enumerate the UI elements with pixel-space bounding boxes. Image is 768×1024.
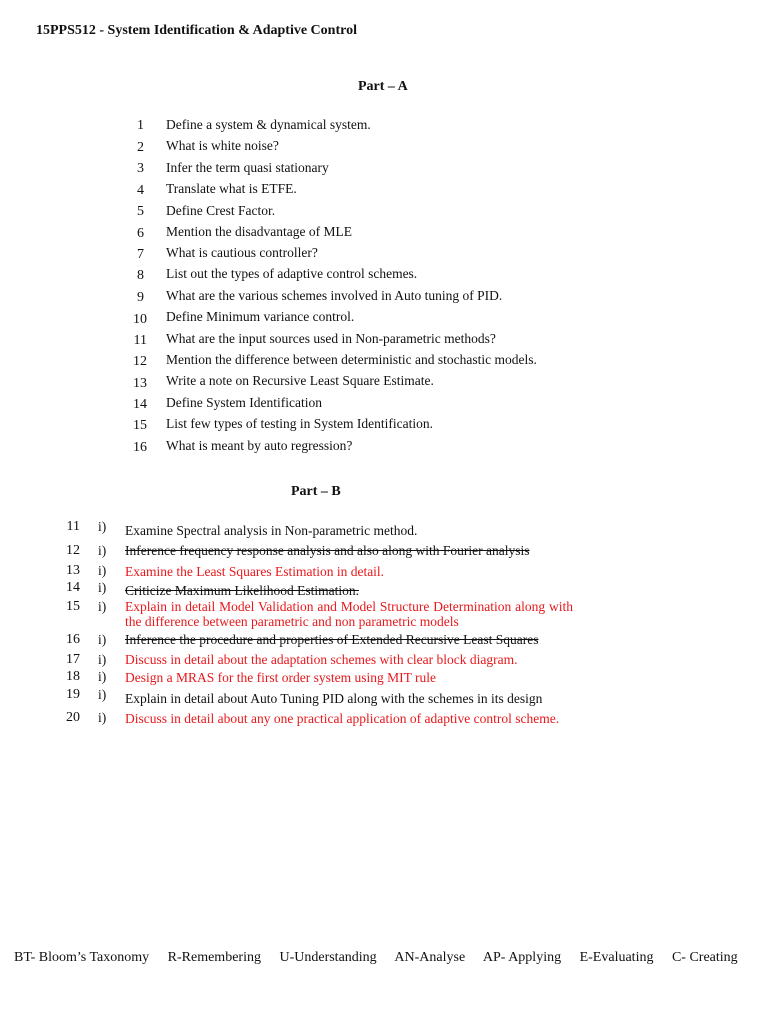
part-b-number: 11 [66, 519, 80, 534]
blooms-taxonomy-legend [14, 950, 738, 966]
legend-creating: C- Creating [671, 950, 738, 965]
part-a-question: Mention the difference between deterministic and stochastic models. [166, 352, 537, 367]
part-b-subpart: i) [98, 563, 107, 578]
part-b-number: 19 [66, 687, 80, 702]
part-b-subpart: i) [98, 687, 107, 702]
part-a-number: 1 [137, 118, 144, 133]
part-b-subpart: i) [98, 652, 107, 667]
part-a-number: 15 [133, 418, 147, 433]
part-a-question: Write a note on Recursive Least Square Estimate. [166, 373, 434, 388]
part-a-number: 12 [133, 354, 147, 369]
part-a-question: Translate what is ETFE. [166, 181, 297, 196]
part-a-question: Define Minimum variance control. [166, 309, 355, 324]
part-b-question: Inference the procedure and properties of Extended Recursive Least Squares [125, 632, 539, 647]
part-a-question: What is meant by auto regression? [166, 438, 353, 453]
legend-understanding: U-Understanding [279, 950, 377, 965]
part-a-question: What is cautious controller? [166, 245, 318, 260]
part-b-question: Explain in detail about Auto Tuning PID along with the schemes in its design [125, 691, 543, 706]
legend-analyse: AN-Analyse [394, 950, 466, 965]
part-b-subpart: i) [98, 632, 107, 647]
legend-applying: AP- Applying [482, 950, 562, 965]
part-b-question: Examine the Least Squares Estimation in detail. [125, 564, 385, 579]
part-b-number: 18 [66, 669, 80, 684]
part-b-subpart: i) [98, 710, 107, 725]
part-b-question: Discuss in detail about the adaptation schemes with clear block diagram. [125, 652, 518, 667]
part-a-number: 16 [133, 440, 147, 455]
part-b-number: 16 [66, 632, 80, 647]
part-a-number: 10 [133, 312, 147, 327]
part-b-subpart: i) [98, 580, 107, 595]
part-a-number: 2 [137, 140, 144, 155]
part-b-question: Criticize Maximum Likelihood Estimation. [125, 583, 359, 598]
part-b-number: 17 [66, 652, 80, 667]
part-b-number: 14 [66, 580, 80, 595]
course-title: 15PPS512 - System Identification & Adaptive Control [36, 23, 357, 38]
part-b-subpart: i) [98, 519, 107, 534]
part-a-question: What are the input sources used in Non-parametric methods? [166, 331, 496, 346]
part-a-number: 6 [137, 226, 144, 241]
part-a-number: 3 [137, 161, 144, 176]
part-a-question: Define System Identification [166, 395, 322, 410]
part-a-question: What are the various schemes involved in Auto tuning of PID. [166, 288, 503, 303]
part-b-question: Discuss in detail about any one practical application of adaptive control scheme. [125, 711, 560, 726]
part-b-question: Inference frequency response analysis and also along with Fourier analysis [125, 543, 530, 558]
legend-evaluating: E-Evaluating [579, 950, 654, 965]
part-a-heading: Part – A [358, 79, 408, 94]
part-b-subpart: i) [98, 599, 107, 614]
part-a-question: Mention the disadvantage of MLE [166, 224, 352, 239]
part-b-question: Examine Spectral analysis in Non-parametric method. [125, 523, 418, 538]
part-b-subpart: i) [98, 669, 107, 684]
legend-bt: BT- Bloom’s Taxonomy [14, 950, 150, 965]
part-b-heading: Part – B [291, 484, 341, 499]
part-a-number: 5 [137, 204, 144, 219]
part-a-number: 4 [137, 183, 144, 198]
part-b-number: 15 [66, 599, 80, 614]
part-a-question: List few types of testing in System Identification. [166, 416, 433, 431]
part-a-question: List out the types of adaptive control schemes. [166, 266, 418, 281]
part-a-number: 8 [137, 268, 144, 283]
part-b-number: 20 [66, 710, 80, 725]
part-b-number: 13 [66, 563, 80, 578]
part-a-number: 13 [133, 376, 147, 391]
part-a-number: 11 [133, 333, 147, 348]
part-a-number: 14 [133, 397, 147, 412]
part-a-number: 9 [137, 290, 144, 305]
part-b-number: 12 [66, 543, 80, 558]
part-b-question: Design a MRAS for the first order system using MIT rule [125, 670, 436, 685]
part-a-question: Infer the term quasi stationary [166, 160, 329, 175]
legend-remembering: R-Remembering [167, 950, 261, 965]
part-b-question: Explain in detail Model Validation and Model Structure Determination along with the difference between parametric and non parametric models [125, 599, 573, 629]
part-a-number: 7 [137, 247, 144, 262]
part-a-question: What is white noise? [166, 138, 279, 153]
part-a-question: Define a system & dynamical system. [166, 117, 371, 132]
part-a-question: Define Crest Factor. [166, 203, 276, 218]
part-b-subpart: i) [98, 543, 107, 558]
